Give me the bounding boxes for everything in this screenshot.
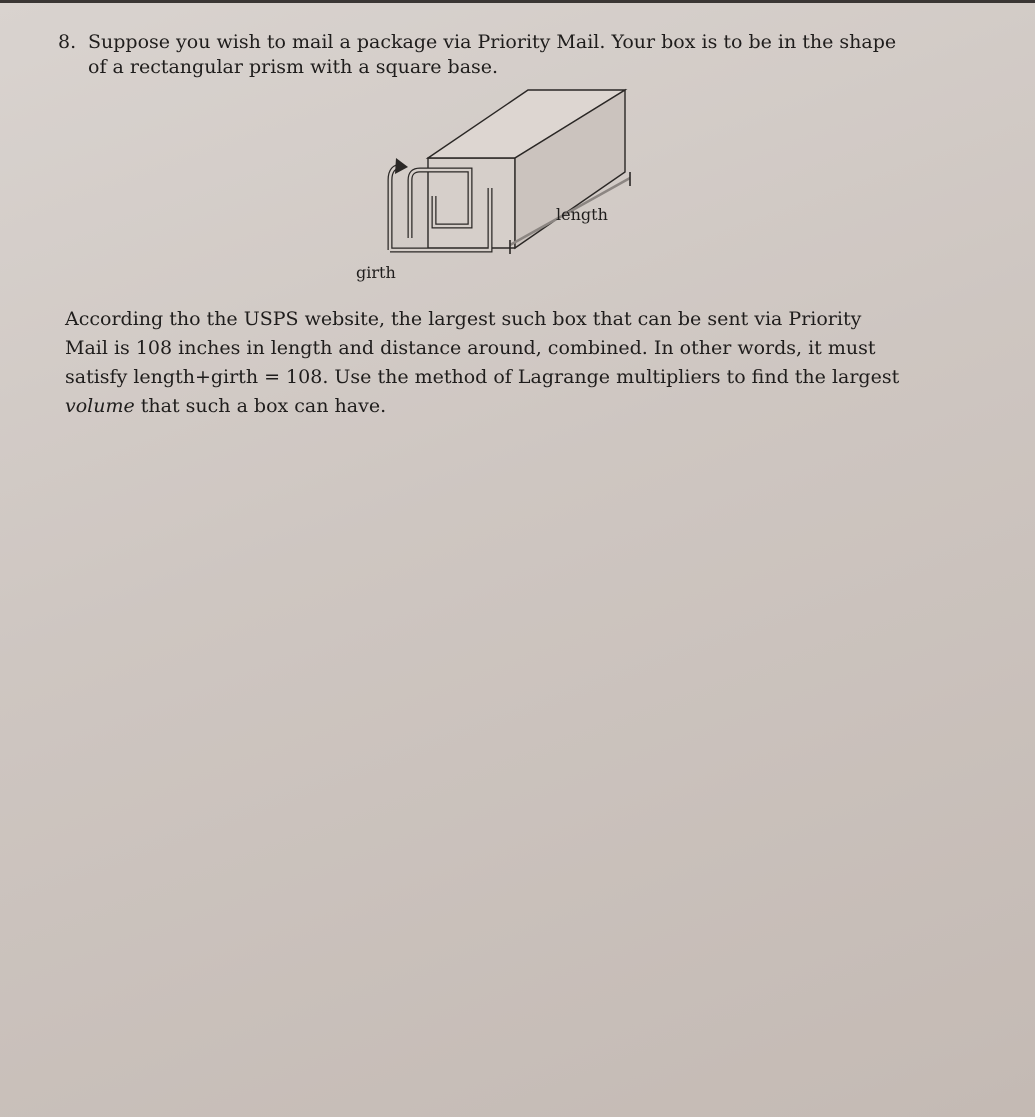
girth-label: girth [356,263,396,282]
problem-number: 8. [58,31,77,53]
box-diagram-svg [340,70,660,290]
girth-arrowhead [395,158,408,174]
body-line-4-rest: that such a box can have. [134,395,387,417]
body-line-4 [65,392,975,421]
problem-header-line-2: of a rectangular prism with a square base. [88,56,499,78]
problem-body [65,305,975,421]
problem-header-line-1: Suppose you wish to mail a package via Priority Mail. Your box is to be in the shape [88,31,897,53]
body-line-2: Mail is 108 inches in length and distance around, combined. In other words, it must [65,337,876,359]
box-diagram [340,70,660,290]
page-top-rule [0,0,1035,3]
volume-emphasis: volume [65,395,135,417]
body-line-1: According tho the USPS website, the largest such box that can be sent via Priority [65,308,862,330]
length-label: length [556,205,608,224]
body-line-3: satisfy length+girth = 108. Use the method of Lagrange multipliers to find the largest [65,366,900,388]
